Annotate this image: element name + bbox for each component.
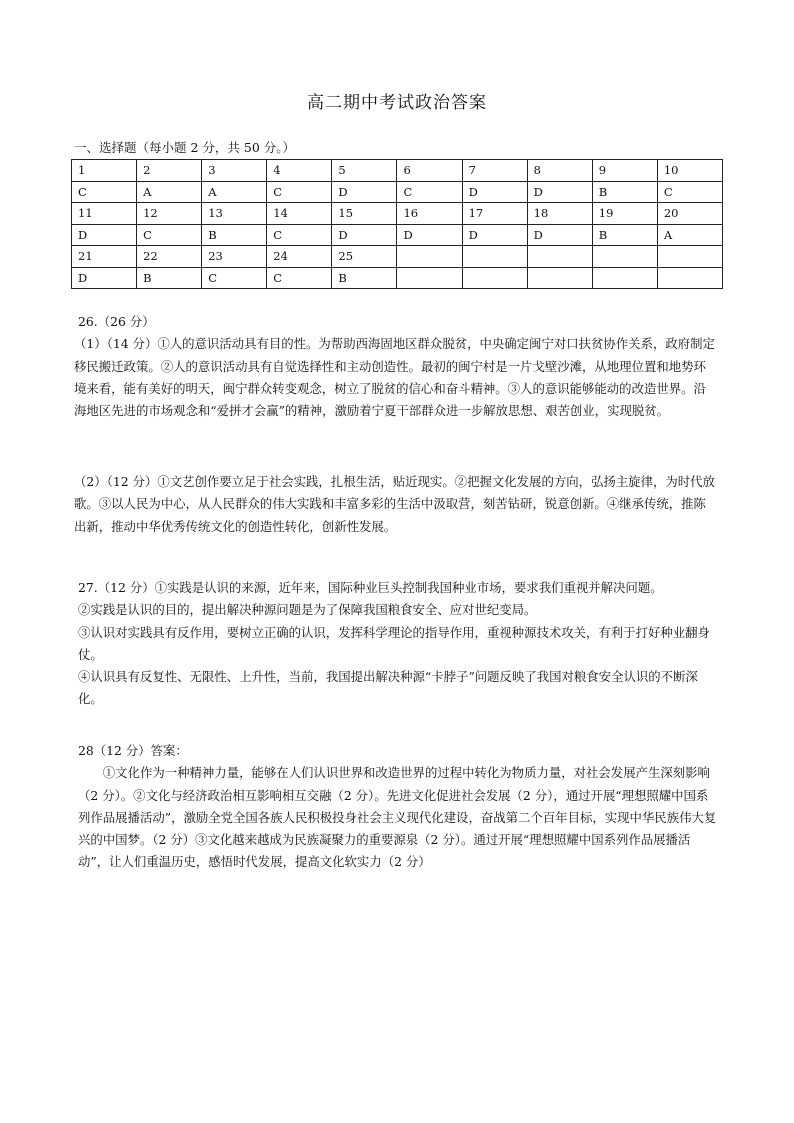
q26-part1: （1）（14 分）①人的意识活动具有目的性。为帮助西海固地区群众脱贫，中央确定闽宁对口扶贫协作关系，政府制定移民搬迁政策。②人的意识活动具有自觉选择性和主动创造性。最初的闽宁村是一片戈壁沙滩，从地理位置和地势环境来看，能有美好的明天，闽宁群众转变观念，树立了脱贫的信心和奋斗精神。③人的意识能够能动的改造世界。沿海地区先进的市场观念和“爱拼才会赢”的精神，激励着宁夏干部群众进一步解放思想、艰苦创业，实现脱贫。 — [74, 336, 715, 419]
question-number-cell: 10 — [657, 160, 722, 182]
q28-heading: 28（12 分）答案： — [78, 743, 188, 758]
table-row — [72, 203, 723, 225]
question-number-cell: 22 — [137, 246, 202, 268]
question-number-cell — [527, 246, 592, 268]
answer-cell: D — [527, 181, 592, 203]
question-number-cell — [592, 246, 657, 268]
question-number-cell: 20 — [657, 203, 722, 225]
question-number-cell: 24 — [267, 246, 332, 268]
question-number-cell: 5 — [332, 160, 397, 182]
q26-part2-block — [74, 471, 718, 538]
question-number-cell: 6 — [397, 160, 462, 182]
question-number-cell: 23 — [202, 246, 267, 268]
answer-cell: D — [332, 224, 397, 246]
document-title: 高二期中考试政治答案 — [307, 93, 487, 113]
question-number-cell: 15 — [332, 203, 397, 225]
q27-line3: ③认识对实践具有反作用，要树立正确的认识，发挥科学理论的指导作用，重视种源技术攻关，有利于打好种业翻身仗。 — [78, 624, 710, 662]
question-number-cell: 19 — [592, 203, 657, 225]
answer-cell: B — [202, 224, 267, 246]
answer-table — [71, 159, 723, 289]
question-number-cell: 3 — [202, 160, 267, 182]
q26-block — [74, 311, 718, 422]
answer-cell: C — [657, 181, 722, 203]
q27-line2: ②实践是认识的目的，提出解决种源问题是为了保障我国粮食安全、应对世纪变局。 — [78, 602, 537, 618]
answer-cell — [462, 267, 527, 289]
question-number-cell: 18 — [527, 203, 592, 225]
q26-part2: （2）（12 分）①文艺创作要立足于社会实践，扎根生活，贴近现实。②把握文化发展的方向，弘扬主旋律，为时代放歌。③以人民为中心，从人民群众的伟大实践和丰富多彩的生活中汲取营，刻苦钻研，锐意创新。④继承传统，推陈出新，推动中华优秀传统文化的创造性转化，创新性发展。 — [74, 474, 715, 534]
q28-block — [78, 740, 720, 874]
answer-cell — [657, 267, 722, 289]
table-row — [72, 160, 723, 182]
table-row — [72, 267, 723, 289]
answer-cell: C — [397, 181, 462, 203]
answer-cell: A — [202, 181, 267, 203]
q26-heading: 26.（26 分） — [78, 314, 155, 329]
question-number-cell: 16 — [397, 203, 462, 225]
q27-block — [78, 577, 722, 711]
q27-line4: ④认识具有反复性、无限性、上升性，当前，我国提出解决种源“卡脖子”问题反映了我国对粮食安全认识的不断深化。 — [78, 669, 698, 707]
question-number-cell: 7 — [462, 160, 527, 182]
question-number-cell: 25 — [332, 246, 397, 268]
table-row — [72, 181, 723, 203]
table-row — [72, 246, 723, 268]
answer-cell: B — [592, 224, 657, 246]
answer-cell: C — [72, 181, 137, 203]
answer-cell: D — [462, 181, 527, 203]
question-number-cell: 4 — [267, 160, 332, 182]
answer-cell: C — [267, 181, 332, 203]
question-number-cell — [462, 246, 527, 268]
answer-cell: D — [332, 181, 397, 203]
question-number-cell: 9 — [592, 160, 657, 182]
answer-cell: C — [267, 267, 332, 289]
question-number-cell: 2 — [137, 160, 202, 182]
answer-cell — [527, 267, 592, 289]
answer-cell: C — [267, 224, 332, 246]
section-heading-choice: 一、选择题（每小题 2 分，共 50 分。） — [74, 140, 296, 155]
answer-cell: B — [592, 181, 657, 203]
question-number-cell — [397, 246, 462, 268]
question-number-cell: 17 — [462, 203, 527, 225]
q27-line1: 27.（12 分）①实践是认识的来源，近年来，国际种业巨头控制我国种业市场，要求我们重视并解决问题。 — [78, 580, 663, 595]
answer-cell: A — [657, 224, 722, 246]
question-number-cell: 14 — [267, 203, 332, 225]
question-number-cell: 11 — [72, 203, 137, 225]
answer-cell: A — [137, 181, 202, 203]
answer-cell: B — [137, 267, 202, 289]
answer-cell: D — [462, 224, 527, 246]
question-number-cell: 13 — [202, 203, 267, 225]
answer-cell: B — [332, 267, 397, 289]
answer-cell: D — [527, 224, 592, 246]
answer-cell: C — [202, 267, 267, 289]
question-number-cell: 8 — [527, 160, 592, 182]
table-row — [72, 224, 723, 246]
question-number-cell: 12 — [137, 203, 202, 225]
answer-cell: D — [72, 267, 137, 289]
question-number-cell: 21 — [72, 246, 137, 268]
question-number-cell — [657, 246, 722, 268]
answer-cell: D — [72, 224, 137, 246]
q28-body: ①文化作为一种精神力量，能够在人们认识世界和改造世界的过程中转化为物质力量，对社会发展产生深刻影响（2 分）。②文化与经济政治相互影响相互交融（2 分）。先进文化促进社会发展（2 分），通过开展“理想照耀中国系列作品展播活动”，激励全党全国各族人民积极投身社会主义现代化建设，奋战第二个百年目标，实现中华民族伟大复兴的中国梦。（2 分）③文化越来越成为民族凝聚力的重要源泉（2 分）。通过开展“理想照耀中国系列作品展播活动”，让人们重温历史，感悟时代发展，提高文化软实力（2 分） — [78, 765, 717, 870]
answer-cell: D — [397, 224, 462, 246]
answer-cell — [397, 267, 462, 289]
answer-cell: C — [137, 224, 202, 246]
question-number-cell: 1 — [72, 160, 137, 182]
answer-cell — [592, 267, 657, 289]
